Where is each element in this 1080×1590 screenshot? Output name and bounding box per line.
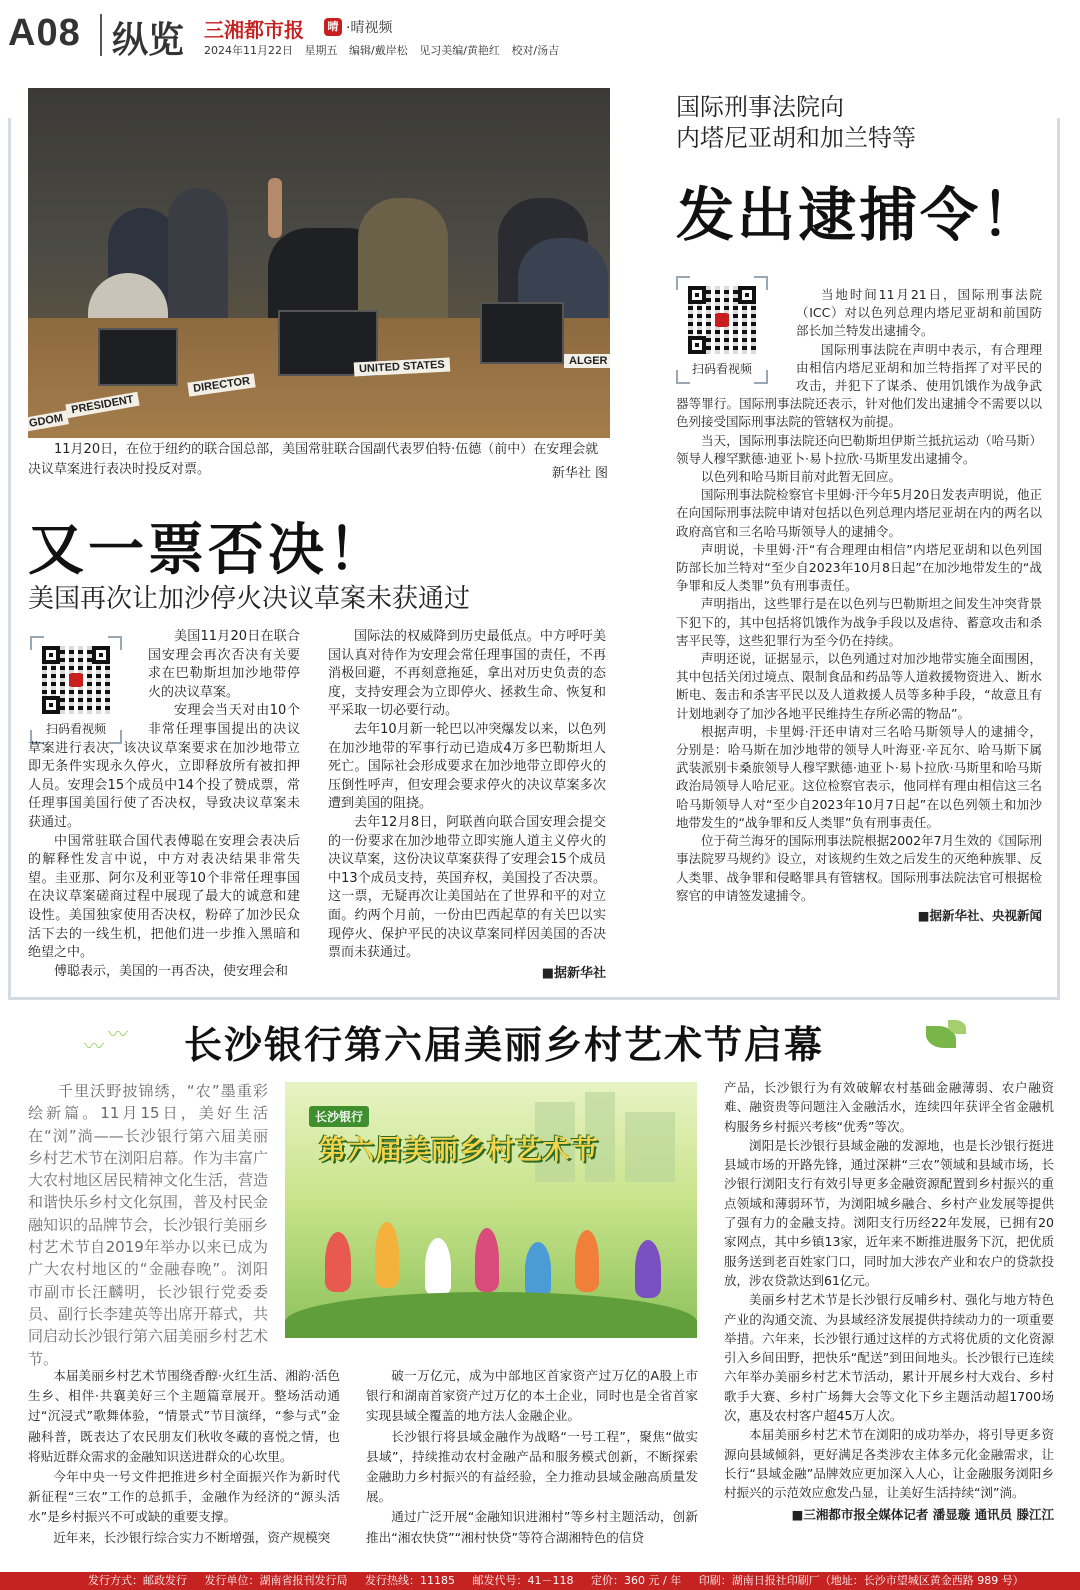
- issue-date: 2024年11月22日: [204, 44, 293, 57]
- paragraph: 声明还说，证据显示，以色列通过对加沙地带实施全面围困，其中包括关闭过境点、限制食品和药品等人道救援物资进入、断水断电、轰击和杀害平民以及人道救援人员等多种手段，“故意且有计划地剥夺了加沙各地平民维持生存所必需的物品”。: [676, 651, 1042, 721]
- banner-dancer: [575, 1230, 599, 1292]
- banner-dancer: [475, 1228, 499, 1292]
- qr-float-space: [28, 628, 148, 732]
- paragraph: 近年来，长沙银行综合实力不断增强，资产规模突: [53, 1529, 331, 1545]
- footer-item: 印刷：湖南日报社印刷厂（地址：长沙市望城区黄金西路 989 号）: [698, 1574, 1024, 1587]
- paragraph: 声明说，卡里姆·汗“有合理理由相信”内塔尼亚胡和以色列国防部长加兰特对“至少自2023年10月8日起”在加沙地带发生的“战争罪和反人类罪”负有刑事责任。: [676, 541, 1042, 594]
- section-name: 纵览: [112, 20, 185, 61]
- paragraph: 当天，国际刑事法院还向巴勒斯坦伊斯兰抵抗运动（哈马斯）领导人穆罕默德·迪亚卜·易卜拉欣·马斯里发出逮捕令。: [676, 432, 1042, 466]
- right-kicker-line: 内塔尼亚胡和加兰特等: [676, 124, 916, 152]
- footer-item: 邮发代号：41－118: [472, 1574, 574, 1587]
- qr-finder: [738, 286, 756, 304]
- bottom-col-b: [366, 1366, 698, 1548]
- qr-finder: [92, 646, 110, 664]
- footer-item: 发行热线：11185: [365, 1574, 455, 1587]
- footer-item: 发行方式：邮政发行: [88, 1574, 187, 1587]
- qr-finder: [688, 286, 706, 304]
- bottom-intro: 千里沃野披锦绣，“农”墨重彩绘新篇。11月15日，美好生活在“浏”淌——长沙银行第六届美丽乡村艺术节在浏阳启幕。作为丰富广大农村地区居民精神文化生活，营造和谐快乐乡村文化氛围，普及村民金融知识的品牌节会，长沙银行美丽乡村艺术节自2019年举办以来已成为广大农村地区的“金融春晚”。浏阳市副市长汪麟明，长沙银行党委委员、副行长李建英等出席开幕式，共同启动长沙银行第六届美丽乡村艺术节。: [28, 1082, 269, 1368]
- footer-item: 定价：360 元 / 年: [591, 1574, 682, 1587]
- video-logo-icon: 晴: [324, 18, 342, 36]
- banner-dancer: [375, 1222, 399, 1288]
- paragraph: 浏阳是长沙银行县域金融的发源地，也是长沙银行挺进县域市场的开路先锋，通过深耕“三农”领域和县域市场，长沙银行浏阳支行有效引导更多金融资源配置到乡村振兴的重点领域和薄弱环节，为浏阳城乡融合、乡村产业发展等提供了强有力的金融支持。浏阳支行历经22年发展，已拥有20家网点，其中乡镇13家，近年来不断推进服务下沉，把优质服务送到老百姓家门口，同时加大涉农产业和农户的贷款投放，涉农贷款达到61亿元。: [724, 1137, 1054, 1288]
- masthead: [0, 0, 1080, 70]
- photo-monitor: [480, 302, 564, 364]
- raised-hand: [268, 178, 282, 238]
- photo-figure: [168, 188, 228, 338]
- right-kicker: [676, 92, 916, 154]
- bottom-col-a: [28, 1366, 340, 1548]
- issue-weekday: 星期五: [304, 44, 338, 57]
- photo-credit: 新华社 图: [551, 466, 608, 481]
- right-article-body: [676, 286, 1042, 925]
- photo-monitor: [98, 328, 178, 386]
- right-kicker-line: 国际刑事法院向: [676, 93, 844, 121]
- photo-nameplate: PRESIDENT: [65, 392, 139, 418]
- paragraph: 当地时间11月21日，国际刑事法院（ICC）对以色列总理内塔尼亚胡和前国防部长加兰特发出逮捕令。: [796, 287, 1042, 339]
- paragraph: 破一万亿元，成为中部地区首家资产过万亿的A股上市银行和湖南首家资产过万亿的本土企业，同时也是全省首家实现县域全覆盖的地方法人金融企业。: [366, 1368, 698, 1424]
- article-source: ■据新华社: [541, 965, 606, 981]
- bird-icon: 〰: [108, 1022, 128, 1046]
- paragraph: 美丽乡村艺术节是长沙银行反哺乡村、强化与地方特色产业的沟通交流、为县域经济发展提供持续动力的一项重要举措。六年来，长沙银行通过这样的方式将优质的文化资源引入乡间田野，把快乐“配送”到田间地头。长沙银行已连续六年举办美丽乡村艺术节活动，累计开展乡村大戏台、乡村歌手大赛、乡村广场舞大会等文化下乡主题活动超1700场次，惠及农村客户超45万人次。: [724, 1292, 1054, 1424]
- banner-dancer: [635, 1240, 661, 1298]
- article-byline: ■三湘都市报全媒体记者 潘显璇 通讯员 滕江江: [791, 1506, 1054, 1522]
- photo-nameplate: GDOM: [28, 410, 69, 431]
- leaf-icon: [948, 1020, 966, 1034]
- paragraph: 国际法的权威降到历史最低点。中方呼吁美国认真对待作为安理会常任理事国的责任，不再消极回避，不再刻意拖延，拿出对历史负责的态度，支持安理会为立即停火、拯救生命、恢复和平采取一切必要行动。: [328, 629, 606, 719]
- photo-caption: 11月20日，在位于纽约的联合国总部，美国常驻联合国副代表罗伯特·伍德（前中）在安理会就决议草案进行表决时投反对票。: [28, 442, 599, 477]
- qr-logo-icon: [715, 313, 729, 327]
- paragraph: 通过广泛开展“金融知识进湘村”等乡村主题活动，创新推出“湘农快贷”“湘村快贷”等符合湖湘特色的信贷: [366, 1509, 698, 1545]
- paragraph: 长沙银行将县域金融作为战略“一号工程”，聚焦“做实县域”，持续推动农村金融产品和服务模式创新，不断探索金融助力乡村振兴的有益经验，全力推动县域金融高质量发展。: [366, 1428, 698, 1505]
- paragraph: 国际刑事法院在声明中表示，有合理理由相信内塔尼亚胡和加兰特指挥了对平民的攻击，并犯下了谋杀、使用饥饿作为战争武器等罪行。国际刑事法院还表示，针对他们发出逮捕令不需要以以色列接受国际刑事法院的管辖权为前提。: [676, 341, 1042, 430]
- paragraph: 本届美丽乡村艺术节在浏阳的成功举办，将引导更多资源向县域倾斜，更好满足各类涉农主体多元化金融需求，让长行“县域金融”品牌效应更加深入人心，让金融服务浏阳乡村振兴的示范效应愈发凸显，让美好生活持续“浏”淌。: [724, 1427, 1054, 1501]
- paragraph: 产品，长沙银行为有效破解农村基础金融薄弱、农户融资难、融资贵等问题注入金融活水，连续四年获评全省金融机构服务乡村振兴考核“优秀”等次。: [724, 1080, 1054, 1134]
- paragraph: 安理会当天对由10个非常任理事国提出的决议草案进行表决，该决议草案要求在加沙地带立即无条件实现永久停火，立即释放所有被扣押人员。安理会15个成员中14个投了赞成票，常任理事国美国行使了否决权，导致决议草案未获通过。: [28, 703, 300, 830]
- editor-credit: 编辑/戴岸松: [349, 44, 408, 57]
- banner-ground: [285, 1292, 697, 1338]
- right-headline: 发出逮捕令！: [676, 181, 1043, 249]
- paragraph: 本届美丽乡村艺术节围绕香醇·火红生活、湘韵·活色生乡、相伴·共襄美好三个主题篇章展开。整场活动通过“沉浸式”歌舞体验，“情景式”节目演绎，“参与式”金融科普，既表达了农民朋友们秋收冬藏的喜悦之情，也将贴近群众需求的金融知识送进群众的心坎里。: [28, 1368, 340, 1464]
- paragraph: 今年中央一号文件把推进乡村全面振兴作为新时代新征程“三农”工作的总抓手，金融作为经济的“源头活水”是乡村振兴不可或缺的重要支撑。: [28, 1469, 340, 1525]
- paragraph: 傅聪表示，美国的一再否决，使安理会和: [54, 963, 289, 979]
- footer-item: 发行单位：湖南省报刊发行局: [204, 1574, 348, 1587]
- video-brand: ·晴视频: [346, 20, 393, 36]
- festival-banner: [285, 1082, 697, 1338]
- bird-icon: 〰: [84, 1034, 104, 1058]
- bottom-col-c: [724, 1078, 1054, 1524]
- paragraph: 根据声明，卡里姆·汗还申请对三名哈马斯领导人的逮捕令，分别是：哈马斯在加沙地带的领导人叶海亚·辛瓦尔、哈马斯下属武装派别卡桑旅领导人穆罕默德·迪亚卜·易卜拉欣·马斯里和哈马斯政治局领导人哈尼亚。这位检察官表示，他同样有理由相信这三名哈马斯领导人对“至少自2023年10月7日起”在以色列领土和加沙地带发生的“战争罪和反人类罪”负有刑事责任。: [676, 723, 1042, 830]
- paper-name: 三湘都市报: [204, 18, 304, 42]
- paragraph: 国际刑事法院检察官卡里姆·汗今年5月20日发表声明说，他正在向国际刑事法院申请对包括以色列总理内塔尼亚胡在内的两名以政府高官和三名哈马斯领导人的逮捕令。: [676, 487, 1042, 539]
- paragraph: 以色列和哈马斯目前对此暂无回应。: [701, 469, 902, 485]
- qr-finder: [688, 336, 706, 354]
- footer-bar: [0, 1572, 1080, 1590]
- proofreader-credit: 校对/汤吉: [511, 44, 560, 57]
- masthead-info: [204, 42, 567, 58]
- banner-dancer: [325, 1232, 351, 1292]
- qr-finder: [42, 696, 60, 714]
- left-article-col2: [328, 628, 606, 983]
- qr-label: 扫码看视频: [691, 362, 752, 376]
- left-subheadline: 美国再次让加沙停火决议草案未获通过: [28, 584, 471, 614]
- banner-building: [625, 1112, 675, 1182]
- paragraph: 去年12月8日，阿联酋向联合国安理会提交的一份要求在加沙地带立即实施人道主义停火的决议草案，这份决议草案获得了安理会15个成员中13个成员支持，英国弃权，美国投了否决票。这一票，无疑再次让美国站在了世界和平的对立面。约两个月前，一份由巴西起草的有关巴以实现停火、保护平民的决议草案同样因美国的否决票而未获通过。: [328, 814, 606, 961]
- bottom-headline: 长沙银行第六届美丽乡村艺术节启幕: [184, 1023, 825, 1067]
- designer-credit: 见习美编/黄艳红: [419, 44, 500, 57]
- photo-nameplate: ALGER: [564, 354, 610, 368]
- paragraph: 美国11月20日在联合国安理会再次否决有关要求在巴勒斯坦加沙地带停火的决议草案。: [148, 629, 300, 700]
- paragraph: 去年10月新一轮巴以冲突爆发以来，以色列在加沙地带的军事行动已造成4万多巴勒斯坦人死亡。国际社会形成要求在加沙地带立即停火的压倒性呼声，但安理会要求停火的决议草案多次遭到美国的阻挠。: [328, 721, 606, 812]
- paragraph: 中国常驻联合国代表傅聪在安理会表决后的解释性发言中说，中方对表决结果非常失望。圭亚那、阿尔及利亚等10个非常任理事国在决议草案磋商过程中展现了最大的诚意和建设性。美国独家使用否决权，粉碎了加沙民众活下去的一线生机，把他们进一步推入黑暗和绝望之中。: [28, 833, 300, 961]
- left-headline: 又一票否决！: [28, 518, 388, 583]
- banner-dancer: [425, 1238, 451, 1296]
- photo-nameplate: DIRECTOR: [187, 373, 256, 396]
- qr-label: 扫码看视频: [45, 722, 106, 736]
- photo-nameplate: UNITED STATES: [354, 358, 450, 377]
- banner-title: 第六届美丽乡村艺术节: [319, 1135, 599, 1166]
- paragraph: 位于荷兰海牙的国际刑事法院根据2002年7月生效的《国际刑事法院罗马规约》设立，对该规约生效之后发生的灭绝种族罪、反人类罪、战争罪和侵略罪具有管辖权。国际刑事法院法官可根据检察官的申请签发逮捕令。: [676, 833, 1042, 903]
- banner-bank-name: 长沙银行: [309, 1106, 369, 1127]
- banner-dancer: [525, 1242, 551, 1298]
- qr-finder: [42, 646, 60, 664]
- news-photo: [28, 88, 610, 438]
- paragraph: 声明指出，这些罪行是在以色列与巴勒斯坦之间发生冲突背景下犯下的，其中包括将饥饿作为战争手段以及虐待、蓄意攻击和杀害平民等，这些犯罪行为至今仍在持续。: [676, 596, 1042, 648]
- article-source: ■据新华社、央视新闻: [917, 907, 1042, 923]
- page-number: A08: [8, 12, 81, 54]
- qr-logo-icon: [69, 673, 83, 687]
- masthead-divider: [100, 14, 102, 56]
